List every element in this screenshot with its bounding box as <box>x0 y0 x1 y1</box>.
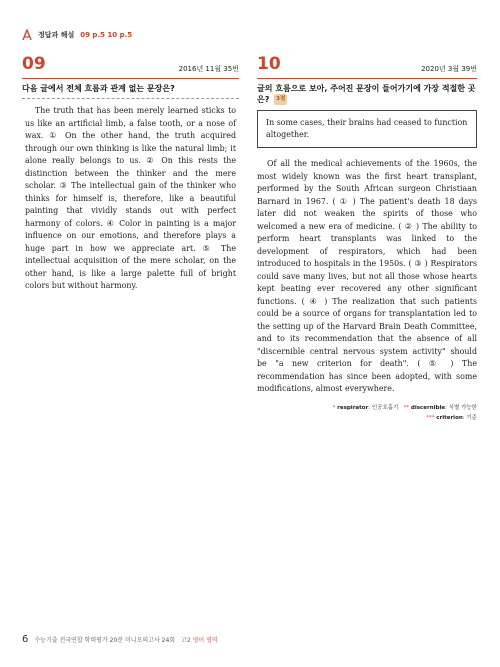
question-divider <box>22 78 239 79</box>
question-title <box>257 83 477 105</box>
glossary-row <box>257 413 477 423</box>
glossary-stars: *** <box>426 414 435 421</box>
page-number: 6 <box>22 634 29 645</box>
question-title-text: 글의 흐름으로 보아, 주어진 문장이 들어가기에 가장 적절한 곳은? <box>257 84 476 104</box>
glossary-meaning: : 식별 가능한 <box>445 404 477 411</box>
title-separator <box>22 98 239 99</box>
passage: The truth that has been merely learned sticks to us like an artificial limb, a false tooth, or a nose of wax. ① On the other hand, the truth acquired through our own thinking is like the natural limb; it alone really belongs to us. ② On this rests the distinction between the thinker and the mere scholar. ③ The intellectual gain of the thinker who thinks for himself is, therefore, like a beautiful painting that vividly stands out with perfect harmony of colors. ④ Color in painting is a major influence on our emotions, and therefore plays a huge part in how we appreciate art. ⑤ The intellectual acquisition of the mere scholar, on the other hand, is like a large palette full of bright colors but without harmony. <box>25 106 236 290</box>
given-sentence-box: In some cases, their brains had ceased to function altogether. <box>257 110 477 148</box>
glossary-stars: * <box>332 404 336 411</box>
glossary <box>257 403 477 423</box>
footer-title: 수능기출 전국연합 학력평가 20분 미니모의고사 24회 <box>34 637 176 644</box>
book-logo-icon <box>22 29 32 41</box>
question-10 <box>257 56 477 423</box>
question-09 <box>22 56 239 293</box>
passage: Of all the medical achievements of the 1960s, the most widely known was the first heart transplant, performed by the South African surgeon Christiaan Barnard in 1967. ( ① ) The patient's death 18 days later did not weaken the spirits of those who welcomed a new era of medicine. ( ② ) The ability to perform heart transplants was linked to the development of respirators, which had been introduced to hospitals in the 1950s. ( ③ ) Respirators could save many lives, but not all those whose hearts kept beating ever recovered any other significant functions. ( ④ ) The realization that such patients could be a source of organs for transplantation led to the setting up of the Harvard Brain Death Committee, and to its recommendation that the absence of all "discernible central nervous system activity" should be "a new criterion for death". ( ⑤ ) The recommendation has since been adopted, with some modifications, almost everywhere. <box>257 159 477 393</box>
glossary-row <box>257 403 477 413</box>
question-number: 10 <box>257 54 281 74</box>
header-label: 정답과 해설 <box>38 31 75 39</box>
question-divider <box>257 78 477 79</box>
glossary-meaning: : 기준 <box>462 414 477 421</box>
page-header <box>22 28 132 42</box>
question-number: 09 <box>22 54 46 74</box>
glossary-word: criterion <box>436 414 463 421</box>
question-date: 2020년 3월 39번 <box>421 65 477 73</box>
question-title: 다음 글에서 전체 흐름과 관계 없는 문장은? <box>22 84 175 93</box>
glossary-word: respirator <box>337 404 369 411</box>
footer-subject: 고2 영어 영역 <box>181 637 218 644</box>
question-date: 2016년 11월 35번 <box>178 65 239 73</box>
header-page-refs: 09 p.5 10 p.5 <box>80 31 133 39</box>
page-footer <box>22 634 218 645</box>
glossary-meaning: : 인공호흡기 <box>368 404 399 411</box>
glossary-word: discernible <box>410 404 446 411</box>
points-badge: 3점 <box>274 94 287 105</box>
glossary-stars: ** <box>403 404 410 411</box>
